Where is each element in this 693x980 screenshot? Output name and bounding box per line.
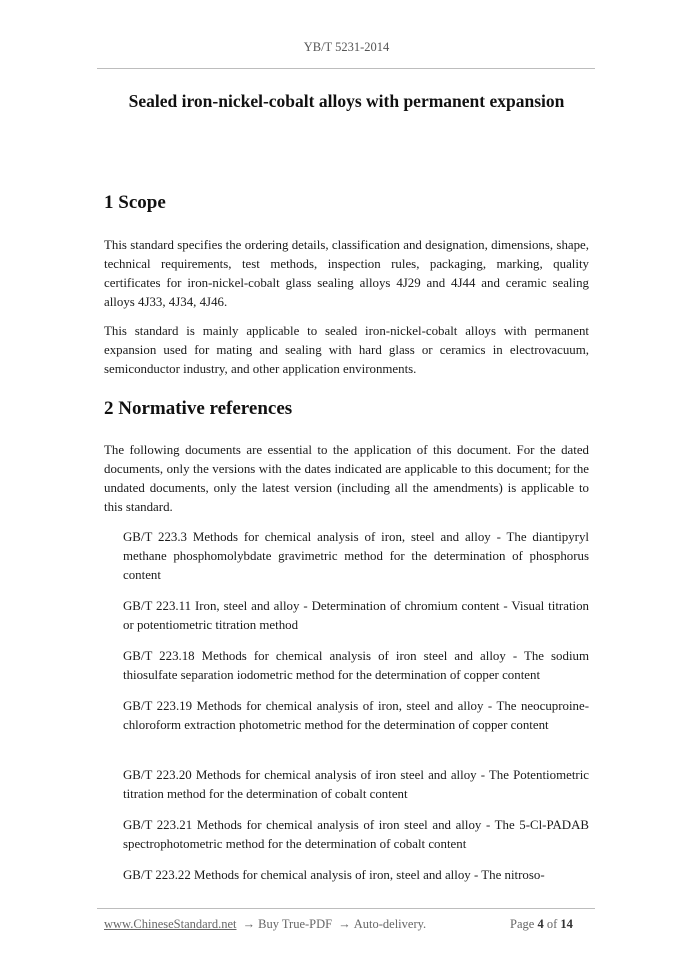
of-label: of (546, 917, 558, 931)
arrow-right-icon: → (338, 917, 351, 931)
page-number: 4 (537, 917, 544, 931)
reference-item: GB/T 223.22 Methods for chemical analysis of iron, steel and alloy - The nitroso- (123, 868, 545, 882)
auto-delivery-text: Auto-delivery. (353, 917, 427, 931)
reference-item: GB/T 223.19 Methods for chemical analysis of iron, steel and alloy - The neocuproine-chloroform extraction photometric method for the determination of copper content (123, 699, 589, 732)
footer-divider (97, 908, 595, 909)
page-indicator (510, 917, 573, 932)
running-header: YB/T 5231-2014 (303, 40, 390, 54)
reference-item: GB/T 223.18 Methods for chemical analysis of iron steel and alloy - The sodium thiosulfate separation iodometric method for the determination of copper content (123, 649, 589, 682)
section-heading-normative-references: 2 Normative references (104, 398, 293, 419)
footer-promo (104, 917, 426, 932)
header-divider (97, 68, 595, 69)
reference-item: GB/T 223.21 Methods for chemical analysis of iron steel and alloy - The 5-Cl-PADAB spectrophotometric method for the determination of cobalt content (123, 818, 589, 851)
normative-intro-paragraph: The following documents are essential to the application of this document. For the dated documents, only the versions with the dates indicated are applicable to this document; for the undated documents, only the latest version (including all the amendments) is applicable to this standard. (104, 443, 589, 514)
scope-paragraph-2: This standard is mainly applicable to sealed iron-nickel-cobalt alloys with permanent expansion used for mating and sealing with hard glass or ceramics in electrovacuum, semiconductor industry, and other application environments. (104, 324, 589, 376)
buy-true-pdf-text: Buy True-PDF (258, 917, 333, 931)
section-heading-scope: 1 Scope (104, 192, 166, 213)
reference-item: GB/T 223.11 Iron, steel and alloy - Determination of chromium content - Visual titration or potentiometric titration method (123, 599, 589, 632)
reference-item: GB/T 223.3 Methods for chemical analysis of iron, steel and alloy - The diantipyryl methane phosphomolybdate gravimetric method for the determination of phosphorus content (123, 530, 589, 582)
arrow-right-icon: → (242, 917, 256, 931)
page-label: Page (510, 917, 535, 931)
reference-item: GB/T 223.20 Methods for chemical analysis of iron steel and alloy - The Potentiometric titration method for the determination of cobalt content (123, 768, 589, 801)
scope-paragraph-1: This standard specifies the ordering details, classification and designation, dimensions, shape, technical requirements, test methods, inspection rules, packaging, marking, quality certificates for iron-nickel-cobalt glass sealing alloys 4J29 and 4J44 and ceramic sealing alloys 4J33, 4J34, 4J46. (104, 238, 589, 309)
document-title: Sealed iron-nickel-cobalt alloys with permanent expansion (128, 91, 565, 111)
site-link[interactable]: www.ChineseStandard.net (104, 917, 237, 931)
page-total: 14 (560, 917, 573, 931)
